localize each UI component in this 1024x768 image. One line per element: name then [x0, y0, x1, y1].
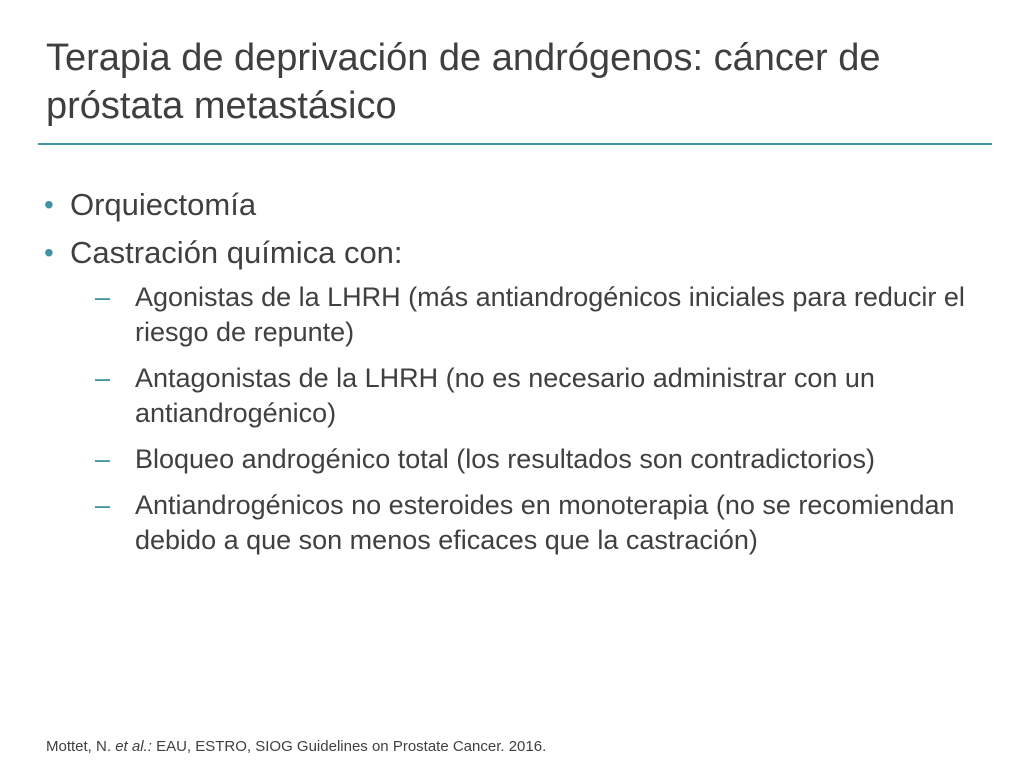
dash-marker: –	[95, 363, 111, 393]
sub-item-agonistas	[44, 280, 975, 350]
bullet-item-castracion	[44, 232, 994, 274]
sub-item-text: Agonistas de la LHRH (más antiandrogénicos iniciales para reducir el riesgo de repunte)	[135, 282, 965, 347]
bullet-marker: •	[44, 189, 54, 220]
sub-item-bloqueo	[44, 442, 975, 477]
citation-author: Mottet, N.	[46, 738, 112, 755]
sub-item-text: Antiandrogénicos no esteroides en monoterapia (no se recomiendan debido a que son menos eficaces que la castración)	[135, 490, 955, 555]
bullet-text: Castración química con:	[70, 235, 403, 270]
sub-item-text: Antagonistas de la LHRH (no es necesario administrar con un antiandrogénico)	[135, 363, 875, 428]
citation-et-al: et al.:	[115, 738, 152, 755]
citation-source: EAU, ESTRO, SIOG Guidelines on Prostate Cancer. 2016.	[156, 738, 547, 755]
sub-item-list	[44, 280, 994, 558]
sub-item-text: Bloqueo androgénico total (los resultados son contradictorios)	[135, 444, 875, 474]
dash-marker: –	[95, 490, 111, 520]
sub-item-antagonistas	[44, 361, 975, 431]
citation	[46, 737, 546, 757]
sub-item-antiandrogenicos	[44, 488, 975, 558]
dash-marker: –	[95, 444, 111, 474]
bullet-marker: •	[44, 237, 54, 268]
dash-marker: –	[95, 282, 111, 312]
bullet-text: Orquiectomía	[70, 187, 257, 222]
title-divider	[38, 143, 992, 145]
slide-title: Terapia de deprivación de andrógenos: cáncer de próstata metastásico	[46, 37, 881, 127]
bullet-list	[44, 184, 994, 569]
bullet-item-orquiectomia	[44, 184, 994, 226]
